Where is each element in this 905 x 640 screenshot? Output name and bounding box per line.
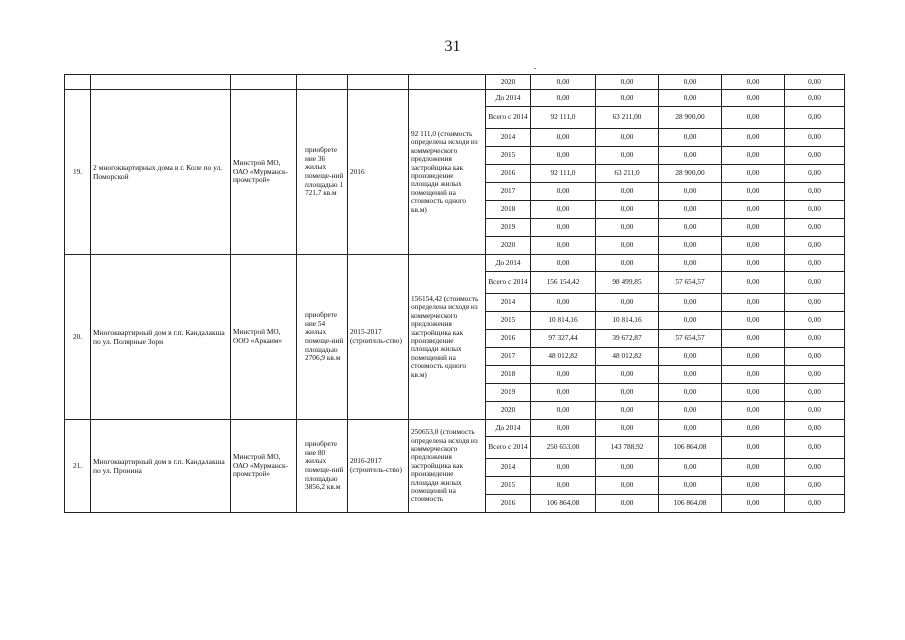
amount-cell: 0,00 bbox=[659, 219, 722, 237]
amount-cell: 250 653,00 bbox=[531, 437, 596, 459]
amount-cell: 10 814,16 bbox=[596, 312, 659, 330]
year-cell: Всего с 2014 bbox=[486, 437, 531, 459]
amount-cell: 0,00 bbox=[596, 201, 659, 219]
amount-cell: 0,00 bbox=[659, 366, 722, 384]
amount-cell: 39 672,87 bbox=[596, 330, 659, 348]
year-cell: 2015 bbox=[486, 147, 531, 165]
amount-cell: 0,00 bbox=[785, 272, 845, 294]
amount-cell: 0,00 bbox=[785, 107, 845, 129]
amount-cell: 0,00 bbox=[596, 237, 659, 255]
amount-cell: 0,00 bbox=[596, 294, 659, 312]
amount-cell: 0,00 bbox=[785, 165, 845, 183]
table-row bbox=[65, 90, 845, 107]
amount-cell: 0,00 bbox=[785, 348, 845, 366]
amount-cell: 0,00 bbox=[785, 237, 845, 255]
amount-cell: 0,00 bbox=[722, 75, 785, 90]
amount-cell: 0,00 bbox=[596, 129, 659, 147]
amount-cell: 0,00 bbox=[531, 459, 596, 477]
amount-cell: 0,00 bbox=[785, 459, 845, 477]
amount-cell: 0,00 bbox=[531, 402, 596, 420]
amount-cell: 0,00 bbox=[659, 477, 722, 495]
object-cell bbox=[91, 75, 231, 90]
amount-cell: 0,00 bbox=[531, 384, 596, 402]
amount-cell: 0,00 bbox=[722, 495, 785, 513]
amount-cell: 0,00 bbox=[785, 219, 845, 237]
year-cell: 2016 bbox=[486, 495, 531, 513]
amount-cell: 57 654,57 bbox=[659, 330, 722, 348]
amount-cell: 0,00 bbox=[722, 165, 785, 183]
year-cell: 2014 bbox=[486, 459, 531, 477]
amount-cell: 0,00 bbox=[596, 384, 659, 402]
year-cell: 2020 bbox=[486, 402, 531, 420]
amount-cell: 0,00 bbox=[531, 75, 596, 90]
amount-cell: 0,00 bbox=[531, 201, 596, 219]
amount-cell: 0,00 bbox=[785, 90, 845, 107]
year-cell: 2016 bbox=[486, 330, 531, 348]
year-cell: 2020 bbox=[486, 237, 531, 255]
year-cell: 2016 bbox=[486, 165, 531, 183]
amount-cell: 0,00 bbox=[785, 420, 845, 437]
amount-cell: 0,00 bbox=[531, 255, 596, 272]
object-name: 2 многоквартирных дома в г. Коле по ул. Поморской bbox=[91, 90, 231, 255]
amount-cell: 57 654,57 bbox=[659, 272, 722, 294]
amount-cell: 0,00 bbox=[596, 495, 659, 513]
amount-cell: 106 864,08 bbox=[659, 495, 722, 513]
row-number: 20. bbox=[65, 255, 91, 420]
no-cell bbox=[65, 75, 91, 90]
amount-cell: 0,00 bbox=[722, 183, 785, 201]
investment-table bbox=[64, 74, 845, 513]
amount-cell: 0,00 bbox=[722, 219, 785, 237]
amount-cell: 0,00 bbox=[785, 437, 845, 459]
amount-cell: 0,00 bbox=[659, 384, 722, 402]
year-cell: 2014 bbox=[486, 294, 531, 312]
capacity-description: приобрете ние 54 жилых помеще-ний площадью 2706,9 кв.м bbox=[297, 255, 348, 420]
construction-term: 2016 bbox=[348, 90, 409, 255]
amount-cell: 0,00 bbox=[659, 420, 722, 437]
amount-cell: 0,00 bbox=[596, 255, 659, 272]
capacity-description: приобрете ние 80 жилых помеще-ний площадью 3856,2 кв.м bbox=[297, 420, 348, 513]
amount-cell: 0,00 bbox=[785, 147, 845, 165]
amount-cell: 0,00 bbox=[722, 129, 785, 147]
capacity-description: приобрете ние 36 жилых помеще-ний площадью 1 721,7 кв.м bbox=[297, 90, 348, 255]
amount-cell: 28 900,00 bbox=[659, 165, 722, 183]
amount-cell: 143 788,92 bbox=[596, 437, 659, 459]
amount-cell: 0,00 bbox=[596, 219, 659, 237]
amount-cell: 0,00 bbox=[596, 183, 659, 201]
amount-cell: 0,00 bbox=[722, 477, 785, 495]
amount-cell: 0,00 bbox=[785, 495, 845, 513]
estimated-cost: 250653,0 (стоимость определена исходя из коммерческого предложения застройщика как произведение площади жилых помещений на стоимость bbox=[409, 420, 486, 513]
amount-cell: 0,00 bbox=[659, 129, 722, 147]
object-name: Многоквартирный дом в г.п. Кандалакша по ул. Пронина bbox=[91, 420, 231, 513]
year-cell: 2015 bbox=[486, 477, 531, 495]
amount-cell: 106 864,08 bbox=[531, 495, 596, 513]
amount-cell: 63 211,00 bbox=[596, 107, 659, 129]
amount-cell: 0,00 bbox=[531, 183, 596, 201]
term-cell bbox=[348, 75, 409, 90]
table-row bbox=[65, 420, 845, 437]
amount-cell: 92 111,0 bbox=[531, 107, 596, 129]
amount-cell: 0,00 bbox=[596, 459, 659, 477]
amount-cell: 63 211,0 bbox=[596, 165, 659, 183]
amount-cell: 0,00 bbox=[531, 477, 596, 495]
amount-cell: 0,00 bbox=[531, 147, 596, 165]
year-cell: 2020 bbox=[486, 75, 531, 90]
amount-cell: 0,00 bbox=[659, 255, 722, 272]
amount-cell: 0,00 bbox=[722, 348, 785, 366]
amount-cell: 0,00 bbox=[531, 420, 596, 437]
estimated-cost: 156154,42 (стоимость определена исходя из коммерческого предложения застройщика как произведение площади жилых помещений на стоимость одного кв.м) bbox=[409, 255, 486, 420]
amount-cell: 0,00 bbox=[722, 459, 785, 477]
amount-cell: 0,00 bbox=[722, 384, 785, 402]
estimated-cost: 92 111,0 (стоимость определена исходя из коммерческого предложения застройщика как произведение площади жилых помещений на стоимость одного кв.м) bbox=[409, 90, 486, 255]
amount-cell: 0,00 bbox=[659, 237, 722, 255]
amount-cell: 0,00 bbox=[531, 90, 596, 107]
year-cell: 2019 bbox=[486, 219, 531, 237]
amount-cell: 0,00 bbox=[659, 348, 722, 366]
amount-cell: 0,00 bbox=[659, 147, 722, 165]
amount-cell: 0,00 bbox=[659, 90, 722, 107]
amount-cell: 0,00 bbox=[596, 420, 659, 437]
power-cell bbox=[297, 75, 348, 90]
amount-cell: 0,00 bbox=[659, 459, 722, 477]
amount-cell: 0,00 bbox=[722, 272, 785, 294]
customer-name: Минстрой МО, ООО «Аркаим» bbox=[231, 255, 297, 420]
amount-cell: 98 499,85 bbox=[596, 272, 659, 294]
amount-cell: 0,00 bbox=[722, 147, 785, 165]
amount-cell: 0,00 bbox=[785, 129, 845, 147]
year-cell: 2018 bbox=[486, 366, 531, 384]
amount-cell: 0,00 bbox=[722, 366, 785, 384]
amount-cell: 106 864,08 bbox=[659, 437, 722, 459]
construction-term: 2015-2017 (строитель-ство) bbox=[348, 255, 409, 420]
amount-cell: 0,00 bbox=[596, 90, 659, 107]
year-cell: 2019 bbox=[486, 384, 531, 402]
amount-cell: 0,00 bbox=[596, 366, 659, 384]
amount-cell: 0,00 bbox=[785, 384, 845, 402]
amount-cell: 0,00 bbox=[722, 312, 785, 330]
amount-cell: 0,00 bbox=[722, 255, 785, 272]
construction-term: 2016-2017 (строитель-ство) bbox=[348, 420, 409, 513]
table-body bbox=[65, 75, 845, 513]
amount-cell: 0,00 bbox=[785, 294, 845, 312]
amount-cell: 0,00 bbox=[785, 312, 845, 330]
amount-cell: 0,00 bbox=[531, 129, 596, 147]
amount-cell: 0,00 bbox=[722, 402, 785, 420]
amount-cell: 0,00 bbox=[659, 183, 722, 201]
amount-cell: 0,00 bbox=[596, 402, 659, 420]
row-number: 21. bbox=[65, 420, 91, 513]
year-cell: 2015 bbox=[486, 312, 531, 330]
amount-cell: 28 900,00 bbox=[659, 107, 722, 129]
amount-cell: 0,00 bbox=[659, 312, 722, 330]
customer-name: Минстрой МО, ОАО «Мурманск-промстрой» bbox=[231, 420, 297, 513]
amount-cell: 0,00 bbox=[596, 75, 659, 90]
amount-cell: 48 012,82 bbox=[596, 348, 659, 366]
amount-cell: 0,00 bbox=[659, 75, 722, 90]
cost-cell bbox=[409, 75, 486, 90]
amount-cell: 0,00 bbox=[785, 477, 845, 495]
amount-cell: 0,00 bbox=[659, 402, 722, 420]
amount-cell: 0,00 bbox=[531, 237, 596, 255]
amount-cell: 0,00 bbox=[785, 201, 845, 219]
amount-cell: 0,00 bbox=[722, 437, 785, 459]
amount-cell: 0,00 bbox=[722, 330, 785, 348]
year-cell: До 2014 bbox=[486, 90, 531, 107]
amount-cell: 97 327,44 bbox=[531, 330, 596, 348]
amount-cell: 0,00 bbox=[785, 402, 845, 420]
customer-cell bbox=[231, 75, 297, 90]
year-cell: Всего с 2014 bbox=[486, 107, 531, 129]
amount-cell: 0,00 bbox=[722, 294, 785, 312]
year-cell: 2014 bbox=[486, 129, 531, 147]
amount-cell: 0,00 bbox=[722, 90, 785, 107]
amount-cell: 0,00 bbox=[722, 237, 785, 255]
year-cell: 2018 bbox=[486, 201, 531, 219]
row-number: 19. bbox=[65, 90, 91, 255]
amount-cell: 0,00 bbox=[785, 330, 845, 348]
amount-cell: 10 814,16 bbox=[531, 312, 596, 330]
amount-cell: 0,00 bbox=[722, 201, 785, 219]
amount-cell: 0,00 bbox=[659, 294, 722, 312]
year-cell: До 2014 bbox=[486, 420, 531, 437]
amount-cell: 48 012,82 bbox=[531, 348, 596, 366]
amount-cell: 0,00 bbox=[531, 366, 596, 384]
table-row bbox=[65, 75, 845, 90]
amount-cell: 0,00 bbox=[722, 107, 785, 129]
amount-cell: 0,00 bbox=[596, 147, 659, 165]
amount-cell: 0,00 bbox=[659, 201, 722, 219]
top-dash: - bbox=[534, 64, 537, 72]
year-cell: 2017 bbox=[486, 183, 531, 201]
amount-cell: 156 154,42 bbox=[531, 272, 596, 294]
amount-cell: 0,00 bbox=[531, 219, 596, 237]
amount-cell: 0,00 bbox=[722, 420, 785, 437]
year-cell: 2017 bbox=[486, 348, 531, 366]
amount-cell: 0,00 bbox=[785, 75, 845, 90]
table-row bbox=[65, 255, 845, 272]
amount-cell: 0,00 bbox=[531, 294, 596, 312]
amount-cell: 0,00 bbox=[596, 477, 659, 495]
amount-cell: 0,00 bbox=[785, 366, 845, 384]
object-name: Многоквартирный дом в г.п. Кандалакша по ул. Полярные Зори bbox=[91, 255, 231, 420]
amount-cell: 0,00 bbox=[785, 183, 845, 201]
customer-name: Минстрой МО, ОАО «Мурманск-промстрой» bbox=[231, 90, 297, 255]
amount-cell: 0,00 bbox=[785, 255, 845, 272]
year-cell: До 2014 bbox=[486, 255, 531, 272]
amount-cell: 92 111,0 bbox=[531, 165, 596, 183]
year-cell: Всего с 2014 bbox=[486, 272, 531, 294]
page-number: 31 bbox=[444, 38, 461, 55]
